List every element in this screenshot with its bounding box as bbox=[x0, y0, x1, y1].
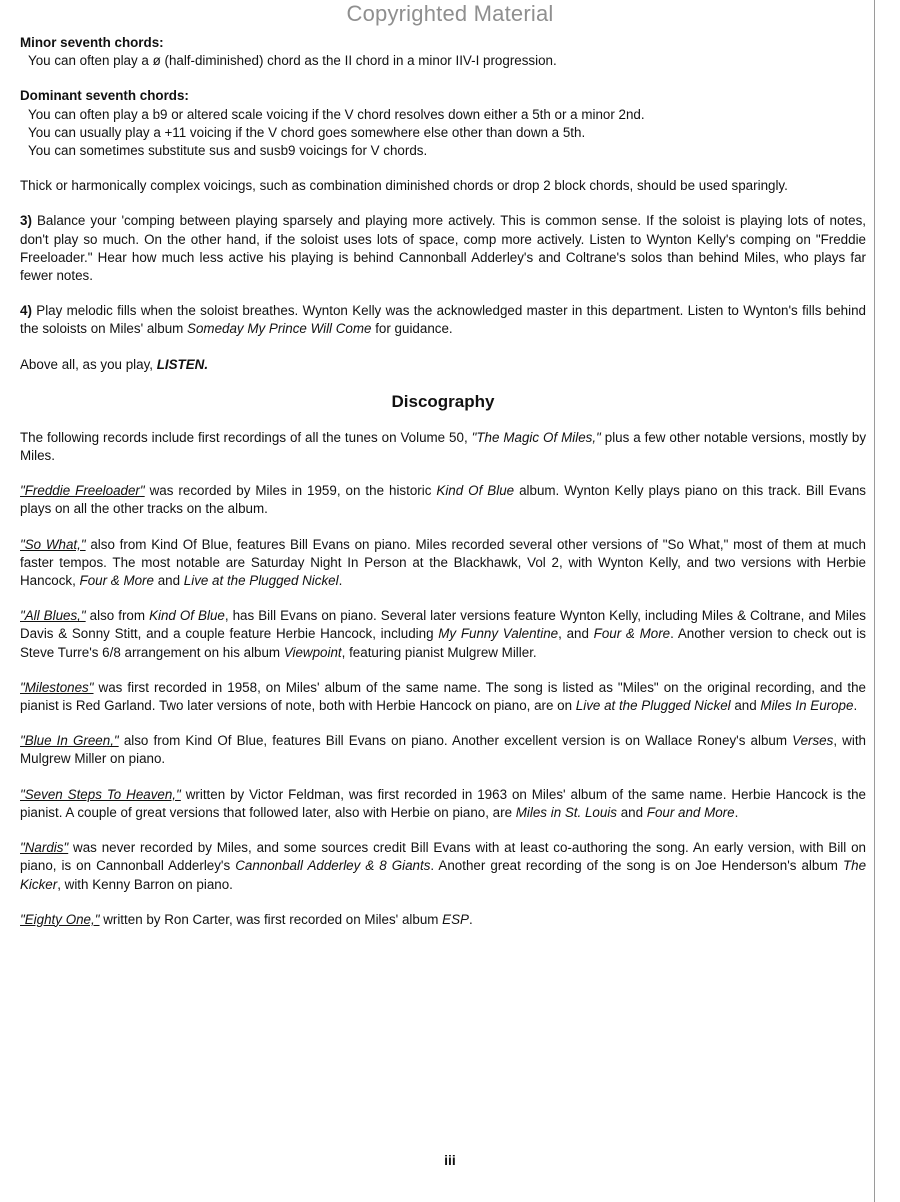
entry-all-blues bbox=[20, 607, 866, 662]
page-number: iii bbox=[444, 1152, 456, 1168]
point-4-album: Someday My Prince Will Come bbox=[187, 321, 372, 337]
tune-title: "Milestones" bbox=[20, 679, 94, 695]
entry-text: and bbox=[730, 698, 761, 714]
album-title: Kind Of Blue bbox=[436, 483, 515, 499]
album-title: The Kicker bbox=[20, 858, 867, 892]
minor-seventh-section bbox=[20, 34, 866, 70]
entry-text: was never recorded by Miles, and some sources credit Bill Evans with at least co-authoring the song. An early version, with Bill on piano, is on Cannonball Adderley's bbox=[20, 840, 866, 874]
entry-text: also from Kind Of Blue, features Bill Evans on piano. Miles recorded several other versions of "So What," most of them at much faster tempos. The most notable are Saturday Night In Person at the Blackhawk, Vol 2, with Wynton Kelly, and two versions with Herbie Hancock, bbox=[20, 536, 866, 589]
entry-text: , with Kenny Barron on piano. bbox=[57, 876, 233, 892]
entry-text: was first recorded in 1958, on Miles' album of the same name. The song is listed as "Miles" on the original recording, and the pianist is Red Garland. Two later versions of note, both with Herbie Hancock on piano, are on bbox=[20, 679, 866, 714]
entry-text: . bbox=[338, 573, 343, 589]
entry-text: . bbox=[468, 911, 473, 927]
point-4-paragraph bbox=[20, 302, 866, 338]
above-all-text: Above all, as you play, bbox=[20, 356, 157, 372]
discography-intro bbox=[20, 429, 866, 465]
above-all-line bbox=[20, 356, 866, 374]
page-body bbox=[20, 34, 866, 946]
tune-title: "All Blues," bbox=[20, 608, 86, 624]
entry-milestones bbox=[20, 679, 866, 715]
album-title: Live at the Plugged Nickel bbox=[183, 573, 339, 589]
dominant-seventh-section bbox=[20, 87, 866, 160]
intro-text-a: The following records include first recordings of all the tunes on Volume 50, bbox=[20, 429, 472, 445]
album-title: Cannonball Adderley & 8 Giants bbox=[235, 858, 431, 874]
dominant-seventh-line-3: You can sometimes substitute sus and susb9 voicings for V chords. bbox=[28, 143, 428, 159]
album-title: Viewpoint bbox=[283, 644, 342, 660]
tune-title: "So What," bbox=[20, 536, 86, 552]
album-title: Miles In Europe bbox=[760, 698, 854, 714]
album-title: Kind Of Blue bbox=[149, 608, 225, 624]
album-title: ESP bbox=[442, 911, 469, 927]
entry-text: , with Mulgrew Miller on piano. bbox=[20, 733, 866, 767]
entry-freddie-freeloader bbox=[20, 482, 866, 518]
minor-seventh-line-1: You can often play a ø (half-diminished) chord as the II chord in a minor IIV-I progression. bbox=[28, 53, 557, 69]
entry-text: . Another great recording of the song is on Joe Henderson's album bbox=[430, 858, 843, 874]
entry-text: and bbox=[616, 804, 647, 820]
entry-text: and bbox=[153, 573, 184, 589]
point-4-number: 4) bbox=[20, 303, 32, 319]
dominant-seventh-line-2: You can usually play a +11 voicing if the V chord goes somewhere else other than down a 5th. bbox=[28, 124, 586, 140]
album-title: Miles in St. Louis bbox=[515, 804, 617, 820]
dominant-seventh-heading: Dominant seventh chords: bbox=[20, 88, 189, 104]
entry-text: . Another version to check out is Steve Turre's 6/8 arrangement on his album bbox=[20, 626, 866, 660]
album-title: Verses bbox=[792, 733, 834, 749]
album-title: Four & More bbox=[79, 573, 154, 589]
tune-title: "Seven Steps To Heaven," bbox=[20, 786, 181, 802]
entry-blue-in-green bbox=[20, 732, 866, 768]
entry-eighty-one bbox=[20, 911, 866, 929]
entry-text: . bbox=[853, 698, 858, 714]
tune-title: "Nardis" bbox=[20, 840, 69, 856]
entry-nardis bbox=[20, 839, 866, 894]
page-edge-rule bbox=[874, 0, 875, 1202]
entry-text: , featuring pianist Mulgrew Miller. bbox=[341, 644, 537, 660]
entry-text: was recorded by Miles in 1959, on the historic bbox=[144, 483, 437, 499]
point-3-paragraph bbox=[20, 212, 866, 285]
point-3-number: 3) bbox=[20, 213, 32, 229]
entry-seven-steps bbox=[20, 786, 866, 822]
entry-text: also from Kind Of Blue, features Bill Evans on piano. Another excellent version is on Wallace Roney's album bbox=[118, 733, 793, 749]
album-title: Four and More bbox=[646, 804, 735, 820]
thick-voicings-paragraph: Thick or harmonically complex voicings, such as combination diminished chords or drop 2 block chords, should be used sparingly. bbox=[20, 178, 788, 194]
entry-so-what bbox=[20, 536, 866, 591]
minor-seventh-heading: Minor seventh chords: bbox=[20, 35, 164, 50]
entry-text: album. Wynton Kelly plays piano on this track. Bill Evans plays on all the other tracks on the album. bbox=[20, 483, 866, 517]
tune-title: "Freddie Freeloader" bbox=[20, 483, 145, 499]
entry-text: , has Bill Evans on piano. Several later versions feature Wynton Kelly, including Miles & Coltrane, and Miles Davis & Sonny Stitt, and a couple feature Herbie Hancock, including bbox=[20, 608, 867, 642]
entry-text: , and bbox=[558, 626, 594, 642]
above-all-emphasis: LISTEN. bbox=[156, 356, 209, 372]
dominant-seventh-line-1: You can often play a b9 or altered scale voicing if the V chord resolves down either a 5th or a minor 2nd. bbox=[28, 106, 645, 122]
intro-text-b: plus a few other notable versions, mostly by Miles. bbox=[20, 429, 867, 464]
entry-text: written by Ron Carter, was first recorded on Miles' album bbox=[99, 911, 443, 927]
watermark: Copyrighted Material bbox=[346, 1, 554, 26]
entry-text: written by Victor Feldman, was first recorded in 1963 on Miles' album of the same name. Herbie Hancock is the pianist. A couple of great versions that followed later, also with Herbie on piano, are bbox=[20, 786, 867, 820]
entry-text: . bbox=[734, 804, 739, 820]
discography-heading: Discography bbox=[391, 391, 495, 411]
tune-title: "Eighty One," bbox=[20, 911, 100, 927]
album-title: My Funny Valentine bbox=[438, 626, 559, 642]
tune-title: "Blue In Green," bbox=[20, 733, 119, 749]
point-4-text-a: Play melodic fills when the soloist breathes. Wynton Kelly was the acknowledged master in this department. Listen to Wynton's fills behind the soloists on Miles' album bbox=[20, 303, 866, 337]
point-3-text: Balance your 'comping between playing sparsely and playing more actively. This is common sense. If the soloist is playing lots of notes, don't play so much. On the other hand, if the soloist uses lots of space, comp more actively. Listen to Wynton Kelly's comping on "Freddie Freeloader." Hear how much less active his playing is behind Cannonball Adderley's and Coltrane's solos than behind Miles, who plays far fewer notes. bbox=[20, 213, 866, 284]
album-title: Four & More bbox=[593, 626, 671, 642]
point-4-text-b: for guidance. bbox=[371, 321, 453, 337]
entry-text: also from bbox=[85, 608, 150, 624]
intro-volume-title: "The Magic Of Miles," bbox=[471, 429, 601, 445]
album-title: Live at the Plugged Nickel bbox=[575, 698, 731, 714]
